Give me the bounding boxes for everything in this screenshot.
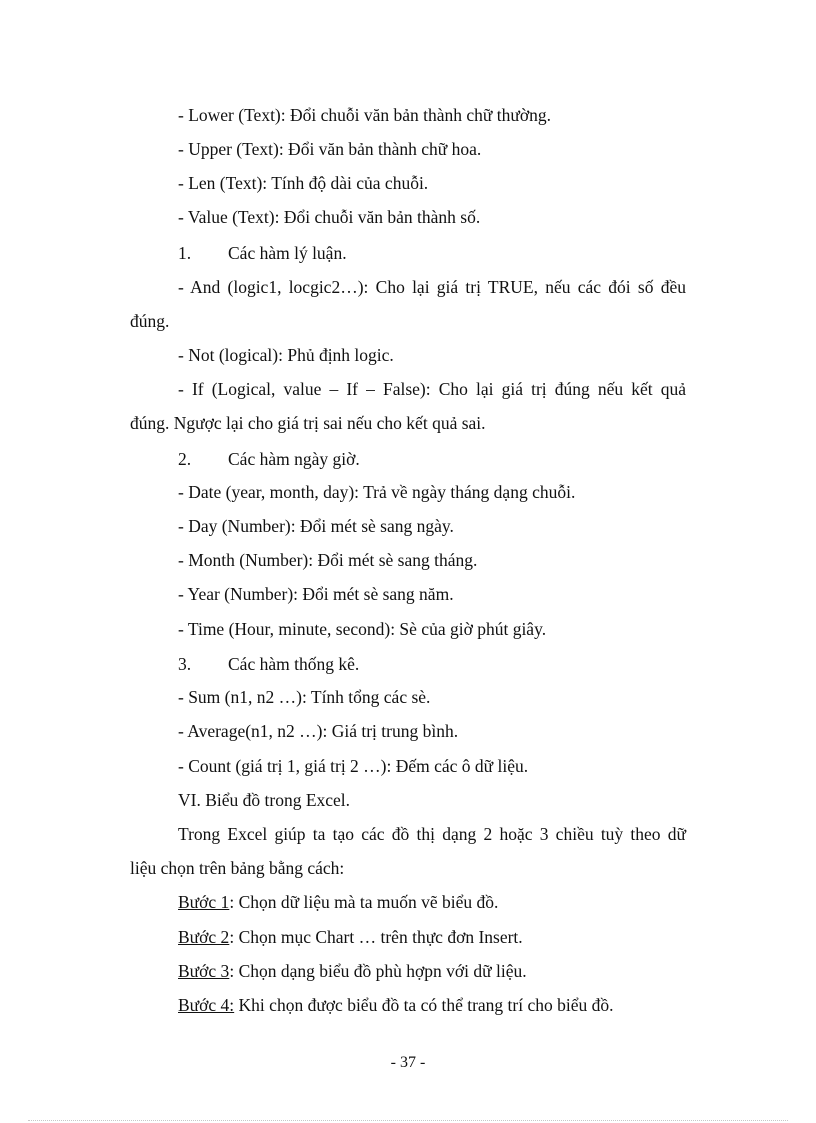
text-line-upper: - Upper (Text): Đổi văn bản thành chữ hoa. (178, 139, 482, 159)
paragraph-line: Trong Excel giúp ta tạo các đồ thị dạng 2 hoặc 3 chiều tuỳ theo dữ (178, 824, 686, 844)
step-label: Bước 2 (178, 927, 230, 947)
chapter-heading-charts: VI. Biểu đồ trong Excel. (178, 790, 351, 810)
step-text: Khi chọn được biểu đồ ta có thể trang trí cho biểu đồ. (234, 995, 614, 1015)
step-label: Bước 1 (178, 892, 230, 912)
section-title: Các hàm ngày giờ. (228, 449, 360, 469)
step-4 (130, 993, 686, 1017)
page-bottom-divider (28, 1120, 788, 1121)
section-title: Các hàm lý luận. (228, 243, 347, 263)
text-line-average: - Average(n1, n2 …): Giá trị trung bình. (178, 721, 459, 741)
paragraph-line-cont: liệu chọn trên bảng bằng cách: (130, 858, 345, 878)
step-text: Chọn dữ liệu mà ta muốn vẽ biểu đồ. (234, 892, 499, 912)
text-line-year: - Year (Number): Đổi mét sè sang năm. (178, 584, 454, 604)
step-1: Bước 1: Chọn dữ liệu mà ta muốn vẽ biểu đồ. (178, 892, 499, 912)
section-heading-date (130, 447, 686, 471)
section-heading-stats (130, 652, 686, 676)
text-line-value: - Value (Text): Đổi chuỗi văn bản thành số. (178, 207, 481, 227)
step-label: Bước 4: (178, 995, 235, 1015)
text-line-len: - Len (Text): Tính độ dài của chuỗi. (178, 173, 429, 193)
section-title: Các hàm thống kê. (228, 654, 360, 674)
text-line-and: - And (logic1, locgic2…): Cho lại giá trị TRUE, nếu các đói số đều (178, 277, 686, 297)
text-line-if: - If (Logical, value – If – False): Cho lại giá trị đúng nếu kết quả (178, 379, 686, 399)
section-number: 3. (178, 654, 192, 674)
text-line-time: - Time (Hour, minute, second): Sè của giờ phút giây. (178, 619, 547, 639)
section-number: 1. (178, 243, 192, 263)
text-line-sum: - Sum (n1, n2 …): Tính tổng các sè. (178, 687, 431, 707)
step-label: Bước 3 (178, 961, 230, 981)
step-3: Bước 3: Chọn dạng biểu đồ phù hợpn với dữ liệu. (178, 961, 527, 981)
section-heading-logic (130, 241, 686, 265)
step-text: Chọn dạng biểu đồ phù hợpn với dữ liệu. (234, 961, 527, 981)
text-line-day: - Day (Number): Đổi mét sè sang ngày. (178, 516, 454, 536)
section-number: 2. (178, 449, 192, 469)
step-2: Bước 2: Chọn mục Chart … trên thực đơn Insert. (178, 927, 523, 947)
text-line-not: - Not (logical): Phủ định logic. (178, 345, 394, 365)
page-number: - 37 - (390, 1054, 426, 1071)
text-line-if-cont: đúng. Ngược lại cho giá trị sai nếu cho kết quả sai. (130, 413, 486, 433)
text-line-count: - Count (giá trị 1, giá trị 2 …): Đếm các ô dữ liệu. (178, 756, 529, 776)
text-line-lower: - Lower (Text): Đổi chuỗi văn bản thành chữ thường. (178, 105, 552, 125)
text-line-date: - Date (year, month, day): Trả về ngày tháng dạng chuỗi. (178, 482, 576, 502)
text-line-month: - Month (Number): Đổi mét sè sang tháng. (178, 550, 478, 570)
step-text: Chọn mục Chart … trên thực đơn Insert. (234, 927, 523, 947)
text-line-and-cont: đúng. (130, 311, 170, 331)
